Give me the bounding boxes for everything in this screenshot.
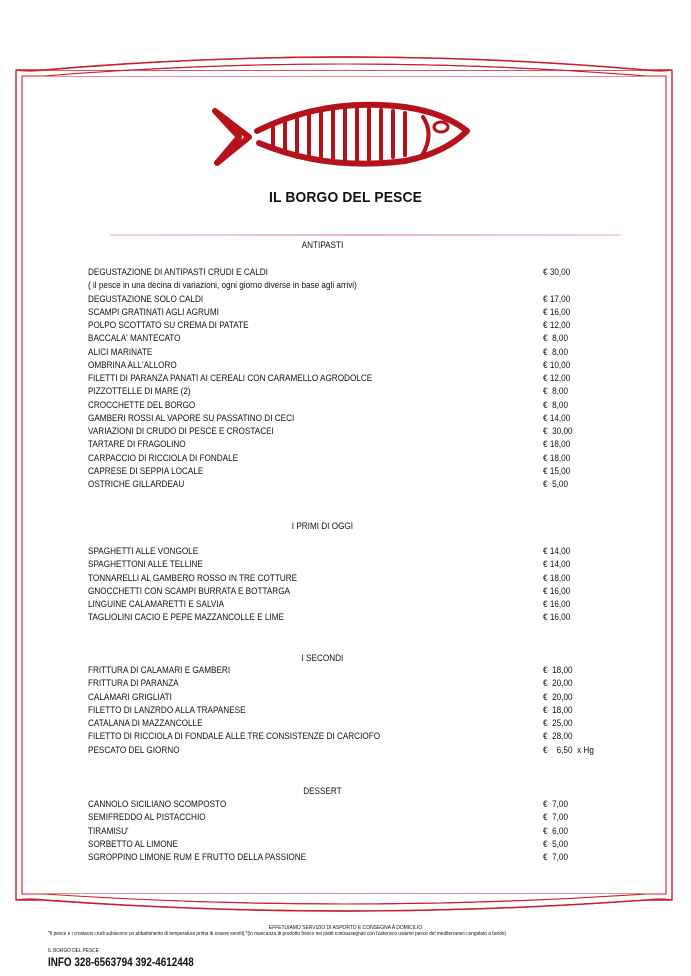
section-title: ANTIPASTI xyxy=(301,240,344,251)
footer-service-note: EFFETUIAMO SERVIZIO DI ASPORTO E CONSEGNA A DOMICILIO xyxy=(268,925,423,931)
menu-item-price: € 5,00 xyxy=(543,479,568,490)
menu-item-price: € 20,00 xyxy=(543,678,573,690)
menu-item-name: SCAMPI GRATINATI AGLI AGRUMI xyxy=(88,306,219,318)
menu-item-name: CATALANA DI MAZZANCOLLE xyxy=(88,718,203,729)
menu-item-price: € 7,00 xyxy=(543,799,568,810)
restaurant-title: IL BORGO DEL PESCE xyxy=(268,189,423,206)
menu-item-name: TIRAMISU' xyxy=(88,825,129,837)
menu-item-name: BACCALA' MANTECATO xyxy=(88,333,181,345)
menu-item-name: CROCCHETTE DEL BORGO xyxy=(88,399,196,411)
menu-item-price: € 25,00 xyxy=(543,718,573,729)
menu-item-price: € 18,00 xyxy=(543,572,571,584)
menu-item-name: CAPRESE DI SEPPIA LOCALE xyxy=(88,465,204,477)
menu-item-name: CALAMARI GRIGLIATI xyxy=(88,691,172,703)
section-title: I PRIMI DI OGGI xyxy=(291,521,354,532)
fish-icon xyxy=(205,97,475,175)
menu-item-name: TAGLIOLINI CACIO E PEPE MAZZANCOLLE E LIME xyxy=(88,612,284,624)
menu-item-price: € 7,00 xyxy=(543,812,568,824)
footer-restaurant-name: IL BORGO DEL PESCE xyxy=(48,948,99,954)
section-title: DESSERT xyxy=(303,786,342,797)
menu-item-price: € 17,00 xyxy=(543,293,571,305)
menu-item-name: VARIAZIONI DI CRUDO DI PESCE E CROSTACEI xyxy=(88,426,274,437)
menu-item-price: € 8,00 xyxy=(543,386,568,398)
menu-item-name: GAMBERI ROSSI AL VAPORE SU PASSATINO DI CECI xyxy=(88,412,295,424)
menu-item-name: TONNARELLI AL GAMBERO ROSSO IN TRE COTTURE xyxy=(88,572,298,584)
menu-item-price: € 16,00 xyxy=(543,306,571,318)
menu-item-name: SGROPPINO LIMONE RUM E FRUTTO DELLA PASSIONE xyxy=(88,852,307,863)
menu-item-name: CANNOLO SICILIANO SCOMPOSTO xyxy=(88,799,227,810)
menu-item-name: DEGUSTAZIONE SOLO CALDI xyxy=(88,293,204,305)
menu-item-name: FRITTURA DI PARANZA xyxy=(88,678,179,690)
menu-item-name: PESCATO DEL GIORNO xyxy=(88,744,180,756)
menu-item-price: € 15,00 xyxy=(543,465,571,477)
menu-item-name: CARPACCIO DI RICCIOLA DI FONDALE xyxy=(88,452,239,464)
menu-item-name: TARTARE DI FRAGOLINO xyxy=(88,439,186,451)
menu-item-name: SEMIFREDDO AL PISTACCHIO xyxy=(88,812,206,824)
footer-disclaimer: *Il pesce e i crostacei crudi subiscono un abbattimento di temperatura prima di essere serviti) *(in mancanza di prodotto fresco nei piatti contrassegnati con l'asterisco usiamo pesce del mediterraneo congelato a bordo) xyxy=(48,931,507,937)
menu-item-price: € 18,00 xyxy=(543,452,571,464)
menu-item-price: € 18,00 xyxy=(543,704,573,716)
menu-item-price: € 28,00 xyxy=(543,731,573,743)
menu-item-price: € 30,00 xyxy=(543,426,573,437)
menu-item-name: GNOCCHETTI CON SCAMPI BURRATA E BOTTARGA xyxy=(88,585,291,597)
menu-item-price: € 6,00 xyxy=(543,825,568,837)
menu-item-price: € 12,00 xyxy=(543,373,571,384)
menu-item-price: € 14,00 xyxy=(543,559,571,571)
menu-item-name: POLPO SCOTTATO SU CREMA DI PATATE xyxy=(88,320,249,331)
menu-item-price: € 6,50 x Hg xyxy=(543,744,594,756)
menu-item-price: € 16,00 xyxy=(543,599,571,610)
menu-item-name: SPAGHETTI ALLE VONGOLE xyxy=(88,546,199,557)
menu-item-price: € 30,00 xyxy=(543,267,571,278)
menu-item-price: € 16,00 xyxy=(543,612,571,624)
section-title: I SECONDI xyxy=(301,653,344,664)
menu-item-price: € 14,00 xyxy=(543,546,571,557)
menu-item-price: € 20,00 xyxy=(543,691,573,703)
menu-item-name: SORBETTO AL LIMONE xyxy=(88,838,178,850)
menu-item-name: ( il pesce in una decina di variazioni, ogni giorno diverse in base agli arrivi) xyxy=(88,280,357,292)
menu-item-price: € 5,00 xyxy=(543,838,568,850)
menu-item-name: FILETTO DI RICCIOLA DI FONDALE ALLE TRE CONSISTENZE DI CARCIOFO xyxy=(88,731,381,743)
menu-item-name: FRITTURA DI CALAMARI E GAMBERI xyxy=(88,665,231,676)
menu-item-name: LINGUINE CALAMARETTI E SALVIA xyxy=(88,599,225,610)
menu-item-name: DEGUSTAZIONE DI ANTIPASTI CRUDI E CALDI xyxy=(88,267,268,278)
menu-item-name: PIZZOTTELLE DI MARE (2) xyxy=(88,386,191,398)
menu-item-price: € 16,00 xyxy=(543,585,571,597)
menu-item-name: SPAGHETTONI ALLE TELLINE xyxy=(88,559,203,571)
title-divider xyxy=(110,234,621,236)
menu-item-price: € 18,00 xyxy=(543,439,571,451)
menu-item-price: € 18,00 xyxy=(543,665,573,676)
menu-item-price: € 8,00 xyxy=(543,346,568,358)
menu-item-name: ALICI MARINATE xyxy=(88,346,153,358)
footer-contact-info: INFO 328-6563794 392-4612448 xyxy=(48,957,194,969)
menu-item-price: € 12,00 xyxy=(543,320,571,331)
menu-item-name: OSTRICHE GILLARDEAU xyxy=(88,479,185,490)
menu-item-price: € 8,00 xyxy=(543,399,568,411)
menu-item-price: € 7,00 xyxy=(543,852,568,863)
menu-item-name: FILETTO DI LANZRDO ALLA TRAPANESE xyxy=(88,704,246,716)
menu-item-price: € 10,00 xyxy=(543,359,571,371)
menu-item-price: € 14,00 xyxy=(543,412,571,424)
menu-item-price: € 8,00 xyxy=(543,333,568,345)
menu-item-name: FILETTI DI PARANZA PANATI AI CEREALI CON CARAMELLO AGRODOLCE xyxy=(88,373,373,384)
menu-item-name: OMBRINA ALL'ALLORO xyxy=(88,359,177,371)
